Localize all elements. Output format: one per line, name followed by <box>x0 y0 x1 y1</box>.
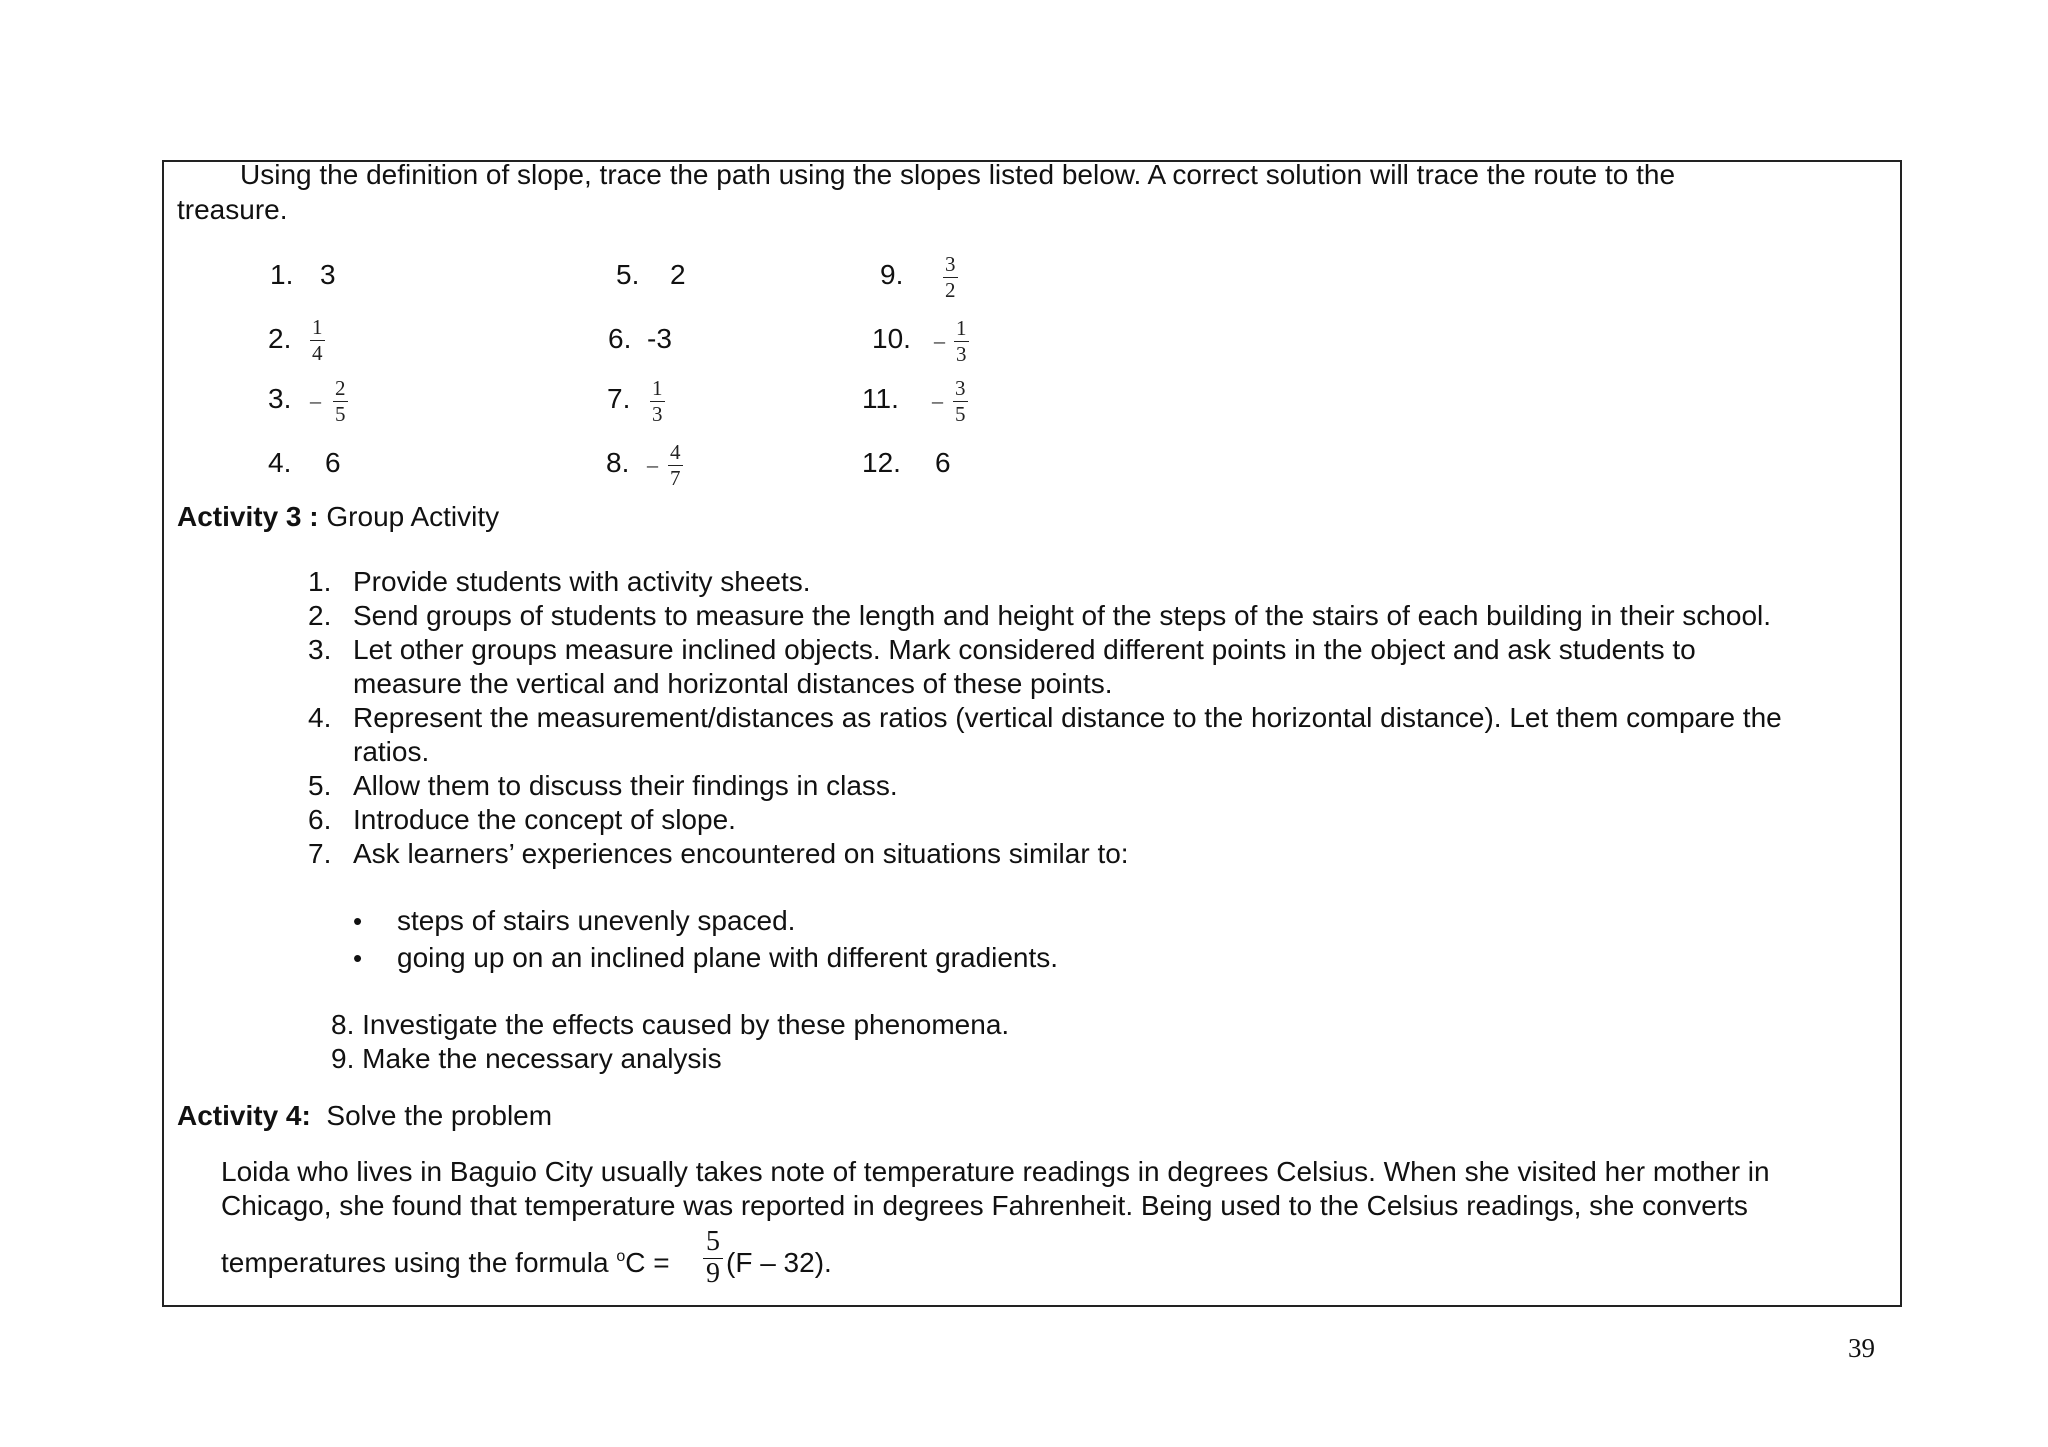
slope-11-sign: – <box>932 388 943 413</box>
slope-8-number: 8. <box>606 447 630 478</box>
activity-3-item-4-number: 4. <box>308 702 332 733</box>
activity-3-label: Activity 3 : <box>177 501 319 532</box>
activity-4-problem-line-2: Chicago, she found that temperature was reported in degrees Fahrenheit. Being used to the Celsius readings, she converts <box>221 1190 1748 1221</box>
activity-3-item-6-text: Introduce the concept of slope. <box>353 804 736 835</box>
slope-7-number: 7. <box>607 383 631 414</box>
activity-3-item-3-number: 3. <box>308 634 332 665</box>
formula-denominator: 9 <box>706 1258 720 1289</box>
slope-12-value: 6 <box>935 447 951 478</box>
slope-7-fraction <box>650 377 665 425</box>
slope-7-numerator: 1 <box>652 376 663 400</box>
slope-6-value: -3 <box>647 323 672 354</box>
activity-3-item-1-text: Provide students with activity sheets. <box>353 566 811 597</box>
slope-8-fraction <box>668 441 683 489</box>
activity-3-item-5-number: 5. <box>308 770 332 801</box>
slope-4-value: 6 <box>325 447 341 478</box>
activity-3-item-1-number: 1. <box>308 566 332 597</box>
activity-4-formula-line <box>221 1246 670 1280</box>
formula-lead-text: temperatures using the formula <box>221 1247 617 1278</box>
formula-fraction <box>703 1227 723 1289</box>
slope-6-number: 6. <box>608 323 632 354</box>
slope-10-sign: – <box>934 328 945 353</box>
activity-4-label: Activity 4: <box>177 1100 311 1131</box>
activity-3-bullet-2: going up on an inclined plane with different gradients. <box>397 942 1059 973</box>
intro-line-2: treasure. <box>177 194 288 225</box>
activity-3-item-3-text-line-2: measure the vertical and horizontal distances of these points. <box>353 668 1113 699</box>
slope-3-denominator: 5 <box>335 402 346 426</box>
slope-9-fraction <box>943 253 958 301</box>
slope-2-fraction <box>310 316 325 364</box>
activity-4-heading <box>177 1099 552 1133</box>
activity-3-item-2-number: 2. <box>308 600 332 631</box>
intro-line-1: Using the definition of slope, trace the path using the slopes listed below. A correct solution will trace the route to the <box>240 159 1676 190</box>
slope-11-numerator: 3 <box>955 376 966 400</box>
slope-2-number: 2. <box>268 323 292 354</box>
activity-3-item-5-text: Allow them to discuss their findings in class. <box>353 770 898 801</box>
slope-1-number: 1. <box>270 259 294 290</box>
slope-5-number: 5. <box>616 259 640 290</box>
activity-3-heading <box>177 500 499 534</box>
activity-3-item-4-text-line-2: ratios. <box>353 736 430 767</box>
activity-4-problem-line-1: Loida who lives in Baguio City usually takes note of temperature readings in degrees Celsius. When she visited her mother in <box>221 1156 1770 1187</box>
activity-3-item-2-text: Send groups of students to measure the length and height of the steps of the stairs of each building in their school. <box>353 600 1772 631</box>
slope-11-denominator: 5 <box>955 402 966 426</box>
slope-10-denominator: 3 <box>956 342 967 366</box>
slope-3-number: 3. <box>268 383 292 414</box>
activity-3-title: Group Activity <box>326 501 500 532</box>
bullet-icon: • <box>353 943 363 973</box>
formula-numerator: 5 <box>703 1227 723 1259</box>
slope-11-fraction <box>953 377 968 425</box>
slope-4-number: 4. <box>268 447 292 478</box>
formula-celsius: C = <box>625 1247 670 1278</box>
slope-9-number: 9. <box>880 259 904 290</box>
activity-3-item-6-number: 6. <box>308 804 332 835</box>
activity-3-bullet-1: steps of stairs unevenly spaced. <box>397 905 796 936</box>
slope-11-number: 11. <box>862 383 899 414</box>
slope-9-numerator: 3 <box>945 252 956 276</box>
slope-10-number: 10. <box>872 323 911 354</box>
slope-7-denominator: 3 <box>652 402 663 426</box>
slope-8-numerator: 4 <box>670 440 681 464</box>
slope-10-numerator: 1 <box>956 316 967 340</box>
activity-3-item-7-number: 7. <box>308 838 332 869</box>
slope-3-fraction <box>333 377 348 425</box>
slope-9-denominator: 2 <box>945 278 956 302</box>
slope-8-denominator: 7 <box>670 466 681 490</box>
slope-2-denominator: 4 <box>312 341 323 365</box>
slope-1-value: 3 <box>320 259 336 290</box>
activity-3-item-4-text-line-1: Represent the measurement/distances as ratios (vertical distance to the horizontal distance). Let them compare the <box>353 702 1782 733</box>
slope-2-numerator: 1 <box>312 315 323 339</box>
activity-3-item-7-text: Ask learners’ experiences encountered on situations similar to: <box>353 838 1129 869</box>
slope-8-sign: – <box>647 452 658 477</box>
activity-4-title: Solve the problem <box>326 1100 553 1131</box>
bullet-icon: • <box>353 906 363 936</box>
activity-3-item-9: 9. Make the necessary analysis <box>331 1043 722 1074</box>
page-number: 39 <box>1848 1333 1875 1363</box>
slope-5-value: 2 <box>670 259 686 290</box>
slope-10-fraction <box>954 317 969 365</box>
slope-3-numerator: 2 <box>335 376 346 400</box>
formula-tail: (F – 32). <box>726 1247 832 1278</box>
slope-12-number: 12. <box>862 447 901 478</box>
activity-3-item-8: 8. Investigate the effects caused by these phenomena. <box>331 1009 1010 1040</box>
activity-3-item-3-text-line-1: Let other groups measure inclined objects. Mark considered different points in the object and ask students to <box>353 634 1696 665</box>
degree-symbol: o <box>616 1248 626 1265</box>
slope-3-sign: – <box>310 388 321 413</box>
